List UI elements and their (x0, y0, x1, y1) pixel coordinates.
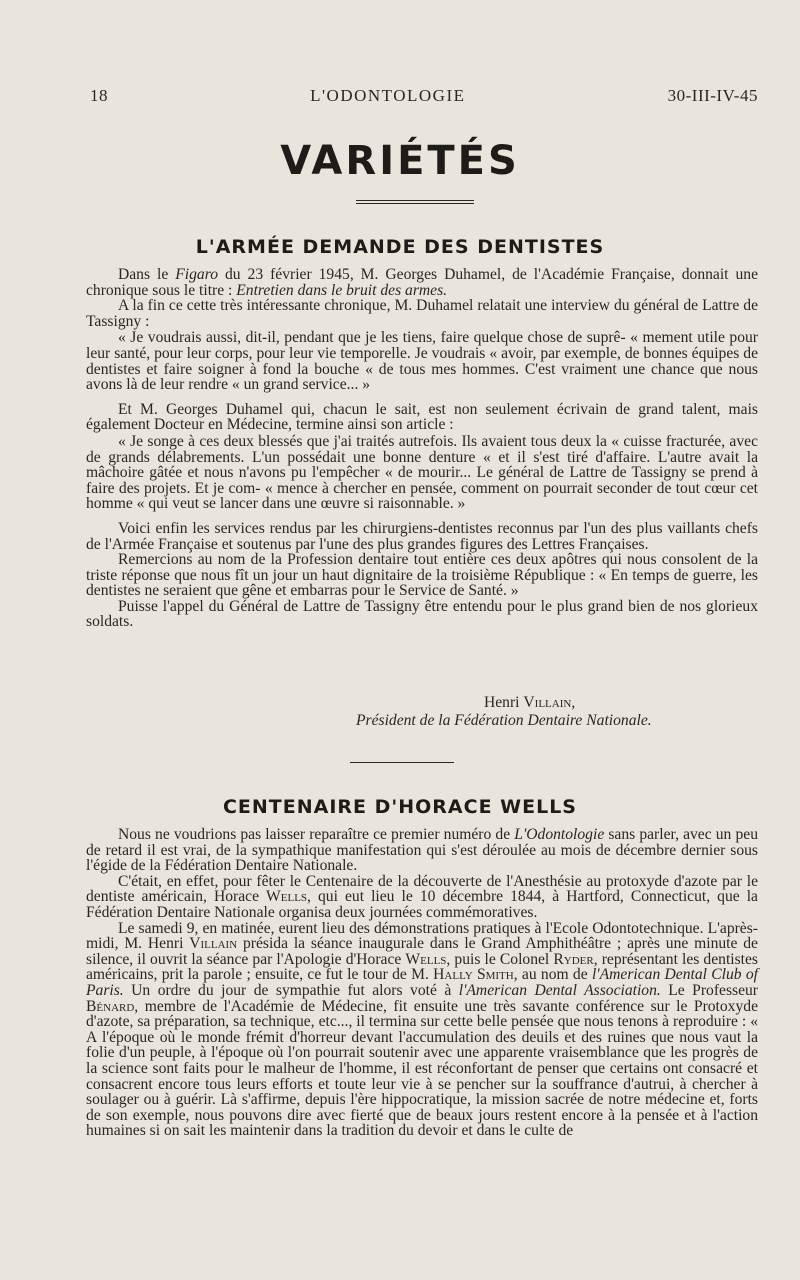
article1-paragraph-5: Remercions au nom de la Profession dentaire tout entière ces deux apôtres qui nous consolent de la triste réponse que nous fît un jour un haut dignitaire de la troisième République : « En temps de guerre, les dentistes ne seraient que gêne et embarras pour le Service de Santé. » (86, 551, 758, 600)
article2-paragraph-1: Nous ne voudrions pas laisser reparaître ce premier numéro de L'Odontologie sans parler, avec un peu de retard il est vrai, de la sympathique manifestation qui s'est déroulée au mois de décembre dernier sous l'égide de la Fédération Dentaire Nationale. (86, 826, 758, 875)
page-number: 18 (90, 86, 108, 105)
running-header (90, 86, 758, 106)
article1-paragraph-1: Dans le Figaro du 23 février 1945, M. Georges Duhamel, de l'Académie Française, donnait une chronique sous le titre : Entretien dans le bruit des armes. (86, 266, 758, 299)
article1-quote-1: « Je voudrais aussi, dit-il, pendant que je les tiens, faire quelque chose de suprê- « mement utile pour leur santé, pour leur corps, pour leur vie temporelle. Je voudrais « avoir, par exemple, de bonnes équipes de dentistes et faire soigner à fond la bouche « de tous mes hommes. C'est vraiment une chance que nous avons là de leur rendre « un grand service... » (86, 329, 758, 394)
signature-name: Henri Villain, (484, 694, 576, 711)
article-divider (350, 762, 454, 763)
article2-title: CENTENAIRE D'HORACE WELLS (222, 796, 577, 818)
article1-body (86, 267, 758, 630)
article2-paragraph-3: Le samedi 9, en matinée, eurent lieu des démonstrations pratiques à l'Ecole Odontotechnique. L'après-midi, M. Henri Villain présida la séance inaugurale dans le Grand Amphithéâtre ; après une minute de silence, il ouvrit la séance par l'Apologie d'Horace Wells, puis le Colonel Ryder, représentant les dentistes américains, prit la parole ; ensuite, ce fut le tour de M. Hally Smith, au nom de l'American Dental Club of Paris. Un ordre du jour de sympathie fut alors voté à l'American Dental Association. Le Professeur Bénard, membre de l'Académie de Médecine, fit ensuite une très savante conférence sur le Protoxyde d'azote, sa préparation, sa technique, etc..., il termina sur cette belle pensée que nous tenons à reproduire : « A l'époque où le monde frémit d'horreur devant l'accumulation des deuils et des ruines que nous vaut la folie d'un peuple, à l'époque où l'on pourrait soutenir avec une apparente vraisemblance que les progrès de la science sont faits pour le malheur de l'homme, il est réconfortant de penser que certains ont consacré et consacrent encore tous leurs efforts et toute leur vie à se pencher sur la souffrance d'autrui, à chercher à soulager ou à guérir. Là s'affirme, depuis l'ère hippocratique, la mission sacrée de notre médecine et, forts de son exemple, nous pouvons dire avec fierté que de beaux jours restent encore à la pensée et à l'action humaines si on sait les maintenir dans la tradition du devoir et dans le culte de (86, 919, 759, 1140)
article1-paragraph-6: Puisse l'appel du Général de Lattre de Tassigny être entendu pour le plus grand bien de nos glorieux soldats. (86, 597, 758, 631)
section-title: VARIÉTÉS (280, 138, 520, 184)
article1-title: L'ARMÉE DEMANDE DES DENTISTES (195, 236, 605, 258)
title-divider (356, 200, 474, 204)
article2-paragraph-2: C'était, en effet, pour fêter le Centenaire de la découverte de l'Anesthésie au protoxyde d'azote par le dentiste américain, Horace Wells, qui eut lieu le 10 décembre 1844, à Hartford, Connecticut, que la Fédération Dentaire Nationale organisa deux journées commémoratives. (86, 872, 758, 921)
issue-date: 30-III-IV-45 (667, 86, 758, 105)
signature-role: Président de la Fédération Dentaire Nationale. (356, 712, 652, 729)
article1-paragraph-3: Et M. Georges Duhamel qui, chacun le sait, est non seulement écrivain de grand talent, mais également Docteur en Médecine, termine ainsi son article : (86, 400, 758, 434)
article1-paragraph-4: Voici enfin les services rendus par les chirurgiens-dentistes reconnus par l'un des plus vaillants chefs de l'Armée Française et soutenus par l'une des plus grandes figures des Lettres Françaises. (86, 519, 758, 553)
article2-body (86, 827, 758, 1139)
journal-name: L'ODONTOLOGIE (310, 86, 466, 105)
article1-paragraph-2: A la fin ce cette très intéressante chronique, M. Duhamel relatait une interview du général de Lattre de Tassigny : (86, 297, 758, 330)
article1-quote-2: « Je songe à ces deux blessés que j'ai traités autrefois. Ils avaient tous deux la « cuisse fracturée, avec de grands délabrements. L'un possédait une bonne denture « et il s'est tiré d'affaire. L'autre avait la mâchoire gâtée et nous n'avons pu l'empêcher « de mourir... Le général de Lattre de Tassigny se prend à faire des projets. Et je com- « mence à chercher en pensée, comment on pourrait seconder de tout cœur cet homme « qui veut se lancer dans une œuvre si raisonnable. » (86, 432, 758, 513)
